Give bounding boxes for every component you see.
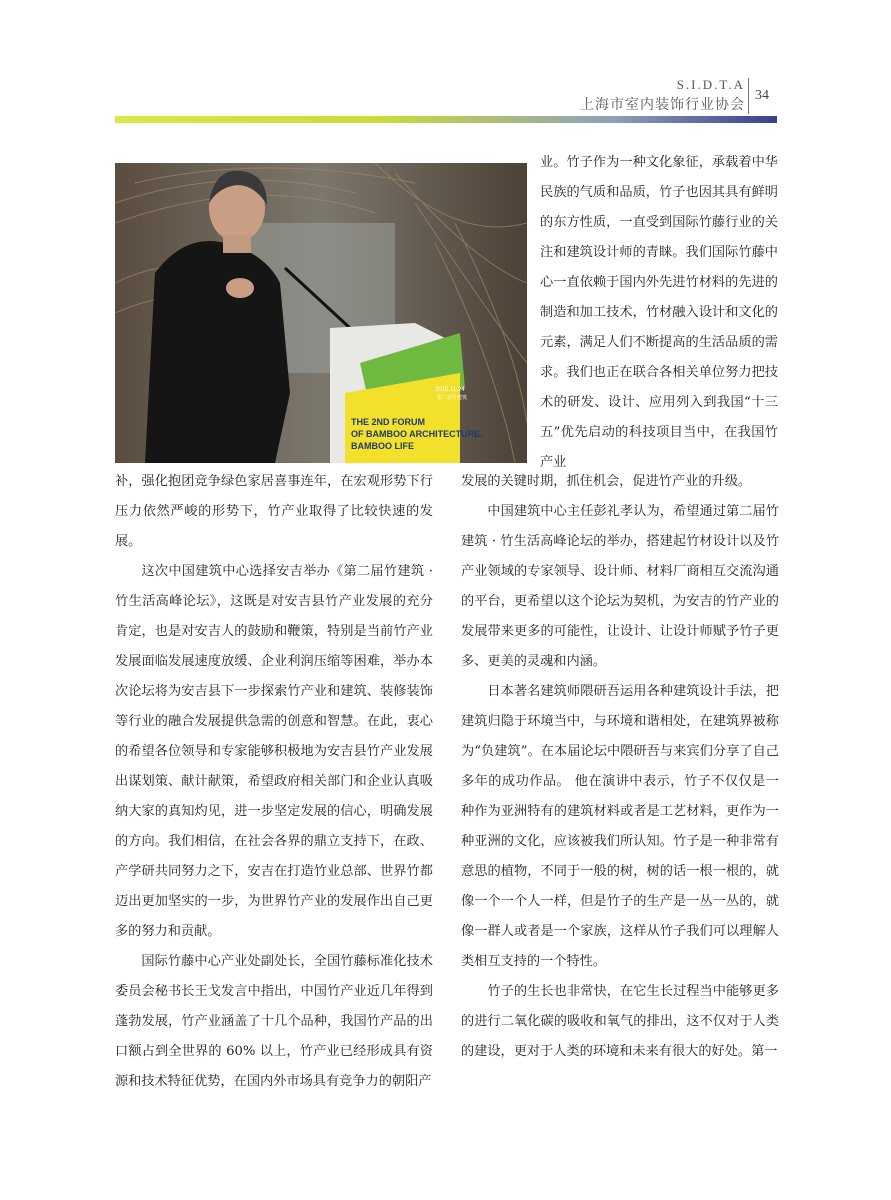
paragraph: 日本著名建筑师隈研吾运用各种建筑设计手法，把建筑归隐于环境当中，与环境和谐相处，在建筑界被称为“负建筑”。在本届论坛中隈研吾与来宾们分享了自己多年的成功作品。 他在演讲中表示，竹子不仅仅是一种作为亚洲特有的建筑材料或者是工艺材料，更作为一种亚洲的文化，应该被我们所认知。竹子是一种非常有意思的植物，不同于一般的树，树的话一根一根的，就像一个一个人一样，但是竹子的生产是一丛一丛的，就像一群人或者是一个家族，这样从竹子我们可以理解人类相互支持的一个特性。: [461, 684, 779, 969]
paragraph: 业。竹子作为一种文化象征，承载着中华民族的气质和品质，竹子也因其具有鲜明的东方性质，一直受到国际竹藤行业的关注和建筑设计师的青睐。我们国际竹藤中心一直依赖于国内外先进竹材料的先进的制造和加工技术，竹材融入设计和文化的元素，满足人们不断提高的生活品质的需求。我们也正在联合各相关单位努力把技术的研发、设计、应用列入到我国“十三五”优先启动的科技项目当中，在我国竹产业: [540, 155, 778, 470]
right-column: [461, 467, 779, 1067]
paragraph: 补，强化抱团竞争绿色家居喜事连年，在宏观形势下行压力依然严峻的形势下，竹产业取得了比较快速的发展。: [115, 474, 433, 549]
photo-illustration: [115, 163, 527, 463]
banner-line-1: THE 2ND FORUM: [351, 417, 425, 427]
right-top-column: [540, 148, 778, 478]
paragraph: 竹子的生长也非常快，在它生长过程当中能够更多的进行二氧化碳的吸收和氧气的排出，这不仅对于人类的建设，更对于人类的环境和未来有很大的好处。第一: [461, 984, 779, 1059]
paragraph: 国际竹藤中心产业处副处长，全国竹藤标准化技术委员会秘书长王戈发言中指出，中国竹产业近几年得到蓬勃发展，竹产业涵盖了十几个品种，我国竹产品的出口额占到全世界的 60% 以上，竹产业已经形成具有资源和技术特征优势，在国内外市场具有竞争力的朝阳产: [115, 954, 433, 1089]
speaker-photo: [115, 163, 527, 463]
banner-small: 第二届竹建筑: [437, 395, 468, 401]
header-org-en: S.I.D.T.A: [676, 77, 745, 92]
left-column: [115, 467, 433, 1097]
page-number: 34: [755, 88, 769, 103]
banner-line-2: OF BAMBOO ARCHITECTURE,: [351, 429, 483, 439]
header-divider: [748, 78, 749, 114]
paragraph: 这次中国建筑中心选择安吉举办《第二届竹建筑 · 竹生活高峰论坛》，这既是对安吉县竹产业发展的充分肯定，也是对安吉人的鼓励和鞭策，特别是当前竹产业发展面临发展速度放缓、企业利润压缩等困难，举办本次论坛将为安吉县下一步探索竹产业和建筑、装修装饰等行业的融合发展提供急需的创意和智慧。在此，衷心的希望各位领导和专家能够积极地为安吉县竹产业发展出谋划策、献计献策，希望政府相关部门和企业认真吸纳大家的真知灼见，进一步坚定发展的信心，明确发展的方向。我们相信，在社会各界的鼎立支持下，在政、产学研共同努力之下，安吉在打造竹业总部、世界竹都迈出更加坚实的一步，为世界竹产业的发展作出自己更多的努力和贡献。: [115, 564, 433, 939]
banner-line-3: BAMBOO LIFE: [351, 441, 414, 451]
banner-date: 2015.11.24: [435, 387, 465, 393]
paragraph: 中国建筑中心主任彭礼孝认为，希望通过第二届竹建筑 · 竹生活高峰论坛的举办，搭建起竹材设计以及竹产业领域的专家领导、设计师、材料厂商相互交流沟通的平台，更希望以这个论坛为契机，为安吉的竹产业的发展带来更多的可能性，让设计、让设计师赋予竹子更多、更美的灵魂和内涵。: [461, 504, 779, 669]
header-org-cn: 上海市室内装饰行业协会: [580, 97, 745, 113]
paragraph: 发展的关键时期，抓住机会，促进竹产业的升级。: [461, 474, 752, 489]
header-gradient-bar: [115, 116, 777, 123]
